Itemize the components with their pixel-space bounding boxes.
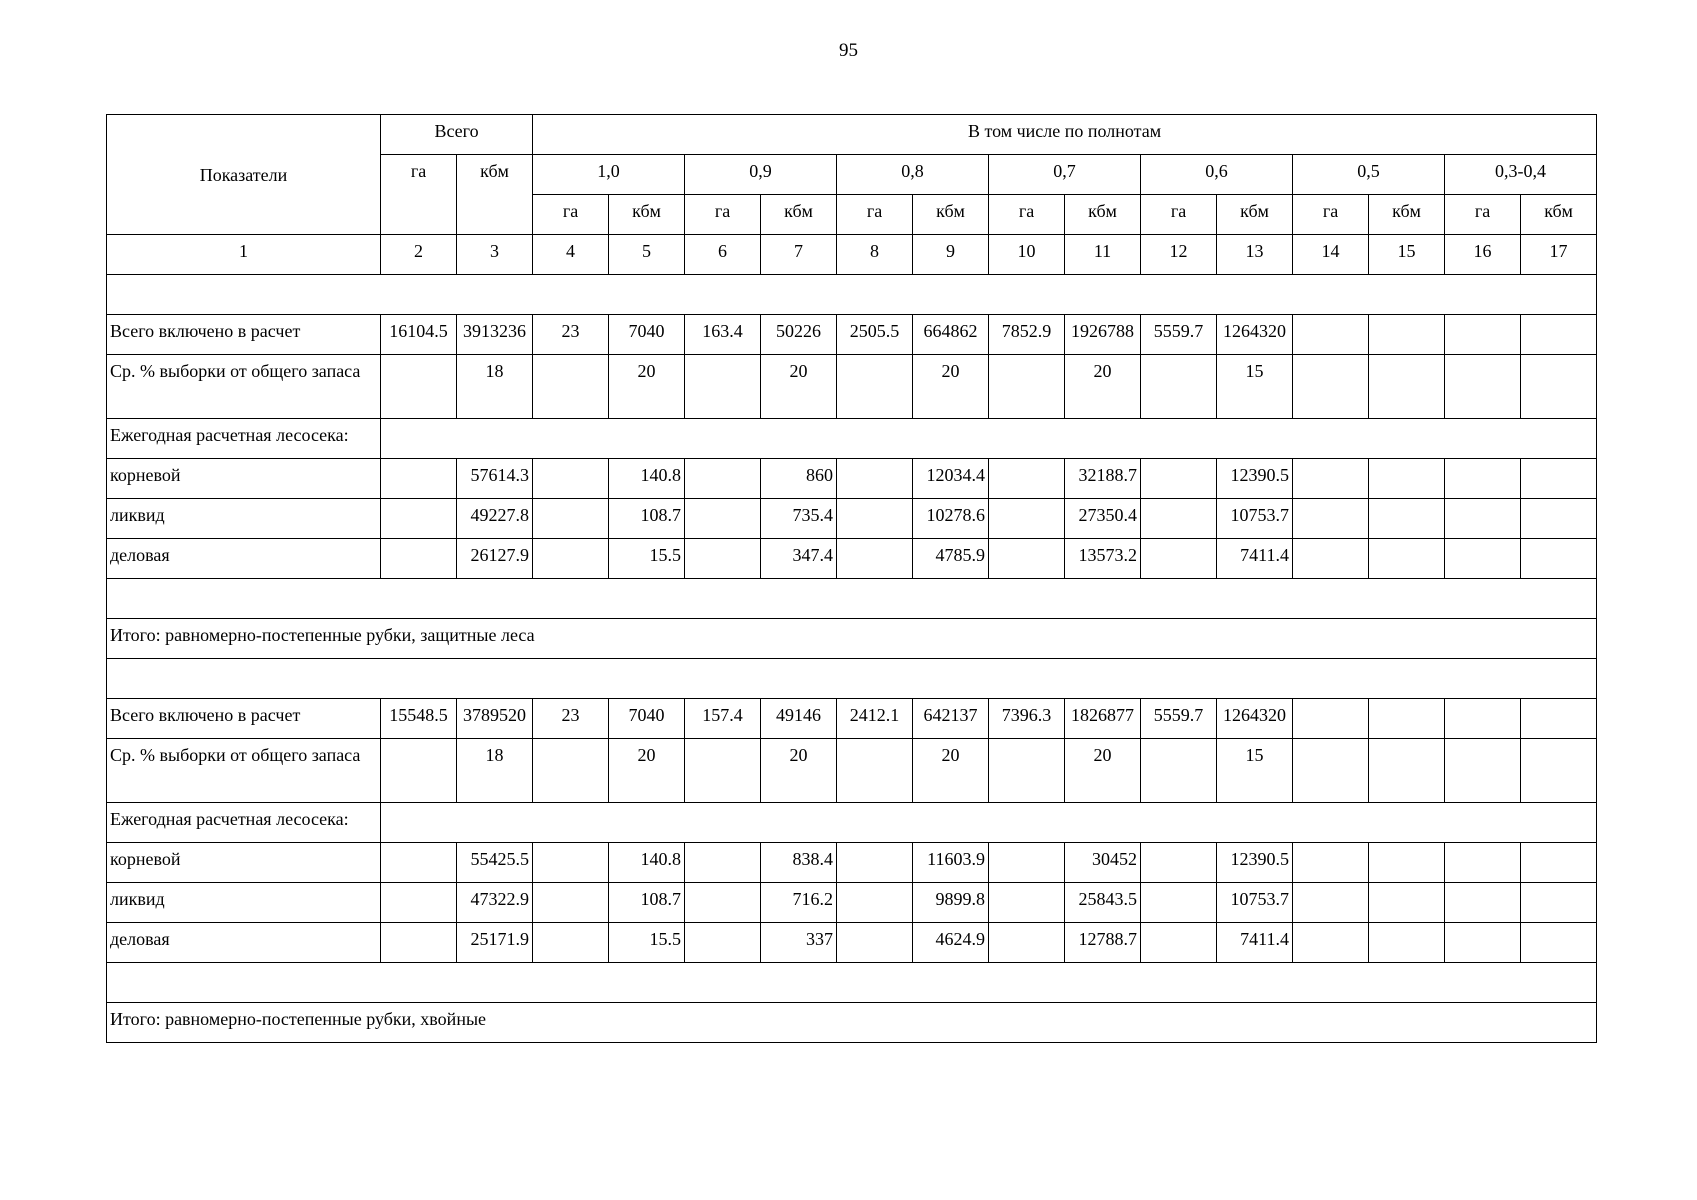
column-number: 4 [533, 235, 609, 275]
header-by-density: В том числе по полнотам [533, 115, 1597, 155]
table-cell: 20 [1065, 355, 1141, 419]
unit-ha: га [685, 195, 761, 235]
header-density: 0,3-0,4 [1445, 155, 1597, 195]
row-label: Ежегодная расчетная лесосека: [107, 419, 381, 459]
table-cell [1445, 499, 1521, 539]
table-cell [837, 843, 913, 883]
row-label: деловая [107, 539, 381, 579]
table-cell [685, 739, 761, 803]
table-cell: 23 [533, 315, 609, 355]
table-cell [381, 355, 457, 419]
table-cell: 7040 [609, 699, 685, 739]
table-cell [533, 883, 609, 923]
table-cell: 15.5 [609, 539, 685, 579]
table-cell: 4785.9 [913, 539, 989, 579]
table-cell [1293, 459, 1369, 499]
table-cell: 13573.2 [1065, 539, 1141, 579]
table-cell [1293, 539, 1369, 579]
table-cell [1141, 883, 1217, 923]
table-cell [1369, 355, 1445, 419]
table-cell [533, 739, 609, 803]
table-cell [1369, 459, 1445, 499]
page-number: 95 [839, 40, 858, 61]
table-cell [1293, 923, 1369, 963]
column-number: 8 [837, 235, 913, 275]
table-cell: 26127.9 [457, 539, 533, 579]
unit-ha: га [1141, 195, 1217, 235]
table-cell [1293, 883, 1369, 923]
row-label: ликвид [107, 499, 381, 539]
table-cell [533, 355, 609, 419]
table-cell: 30452 [1065, 843, 1141, 883]
spacer-cell [107, 579, 1597, 619]
table-cell: 664862 [913, 315, 989, 355]
table-cell: 11603.9 [913, 843, 989, 883]
table-cell [989, 843, 1065, 883]
column-number: 14 [1293, 235, 1369, 275]
unit-ha: га [1445, 195, 1521, 235]
table-cell [1445, 843, 1521, 883]
table-cell [1293, 739, 1369, 803]
table-cell [837, 355, 913, 419]
table-cell [533, 923, 609, 963]
table-cell: 3913236 [457, 315, 533, 355]
table-cell [1445, 883, 1521, 923]
table-cell: 1264320 [1217, 699, 1293, 739]
row-label: Ежегодная расчетная лесосека: [107, 803, 381, 843]
table-cell: 18 [457, 355, 533, 419]
column-number: 17 [1521, 235, 1597, 275]
table-cell [1445, 923, 1521, 963]
table-cell: 347.4 [761, 539, 837, 579]
table-cell: 860 [761, 459, 837, 499]
unit-kbm: кбм [1369, 195, 1445, 235]
table-cell [1141, 459, 1217, 499]
table-cell: 47322.9 [457, 883, 533, 923]
table-cell [837, 539, 913, 579]
harvest-row [107, 539, 1597, 579]
harvest-row [107, 883, 1597, 923]
column-number: 2 [381, 235, 457, 275]
table-cell [685, 923, 761, 963]
table-cell [989, 923, 1065, 963]
spacer-cell [107, 963, 1597, 1003]
table-cell [1521, 739, 1597, 803]
table-cell: 157.4 [685, 699, 761, 739]
table-cell [1445, 459, 1521, 499]
table-cell [533, 843, 609, 883]
table-cell: 7411.4 [1217, 539, 1293, 579]
table-cell: 49146 [761, 699, 837, 739]
table-cell [1521, 539, 1597, 579]
table-cell: 735.4 [761, 499, 837, 539]
table-cell: 10753.7 [1217, 499, 1293, 539]
table-cell [989, 459, 1065, 499]
column-number: 6 [685, 235, 761, 275]
unit-ha: га [533, 195, 609, 235]
table-cell: 163.4 [685, 315, 761, 355]
table-cell [381, 459, 457, 499]
table-cell: 20 [761, 355, 837, 419]
annual-header-span [381, 419, 1597, 459]
unit-kbm: кбм [609, 195, 685, 235]
table-cell [685, 843, 761, 883]
table-cell: 18 [457, 739, 533, 803]
table-cell: 12034.4 [913, 459, 989, 499]
table-cell: 57614.3 [457, 459, 533, 499]
header-density: 1,0 [533, 155, 685, 195]
percent-row [107, 355, 1597, 419]
table-cell [381, 499, 457, 539]
table-body [107, 275, 1597, 1043]
table-cell [1293, 699, 1369, 739]
table-cell [533, 459, 609, 499]
table-cell [1141, 499, 1217, 539]
spacer-row [107, 579, 1597, 619]
table-cell: 2505.5 [837, 315, 913, 355]
section-footer: Итого: равномерно-постепенные рубки, защитные леса [107, 619, 1597, 659]
header-indicators: Показатели [107, 115, 381, 235]
table-cell: 4624.9 [913, 923, 989, 963]
harvest-row [107, 843, 1597, 883]
table-cell: 20 [913, 355, 989, 419]
table-cell: 15548.5 [381, 699, 457, 739]
header-total: Всего [381, 115, 533, 155]
table-cell [1369, 499, 1445, 539]
table-cell [381, 539, 457, 579]
percent-row [107, 739, 1597, 803]
table-cell: 5559.7 [1141, 699, 1217, 739]
spacer-row [107, 659, 1597, 699]
column-number: 13 [1217, 235, 1293, 275]
table-cell: 140.8 [609, 843, 685, 883]
table-cell: 7396.3 [989, 699, 1065, 739]
table-cell: 7852.9 [989, 315, 1065, 355]
header-total-kbm: кбм [457, 155, 533, 235]
unit-kbm: кбм [1521, 195, 1597, 235]
table-cell [1445, 315, 1521, 355]
table-cell: 2412.1 [837, 699, 913, 739]
table-cell [1521, 499, 1597, 539]
header-density: 0,7 [989, 155, 1141, 195]
table-cell [1141, 923, 1217, 963]
column-number: 7 [761, 235, 837, 275]
table-cell [837, 923, 913, 963]
harvest-row [107, 923, 1597, 963]
table-cell [1369, 739, 1445, 803]
table-cell [989, 883, 1065, 923]
table-cell: 15.5 [609, 923, 685, 963]
table-cell [1521, 355, 1597, 419]
table-cell: 108.7 [609, 499, 685, 539]
unit-kbm: кбм [913, 195, 989, 235]
header-density: 0,6 [1141, 155, 1293, 195]
column-number: 3 [457, 235, 533, 275]
table-cell [381, 843, 457, 883]
table-cell [1141, 355, 1217, 419]
table-cell [533, 539, 609, 579]
table-cell: 16104.5 [381, 315, 457, 355]
column-number: 11 [1065, 235, 1141, 275]
column-number: 15 [1369, 235, 1445, 275]
unit-kbm: кбм [1217, 195, 1293, 235]
table-cell [1369, 539, 1445, 579]
row-label: корневой [107, 459, 381, 499]
column-number-row [107, 235, 1597, 275]
table-cell [685, 499, 761, 539]
unit-ha: га [837, 195, 913, 235]
row-label: Всего включено в расчет [107, 315, 381, 355]
table-cell: 337 [761, 923, 837, 963]
table-cell [685, 539, 761, 579]
column-number: 10 [989, 235, 1065, 275]
annual-header-row [107, 419, 1597, 459]
harvest-row [107, 459, 1597, 499]
table-cell [1369, 699, 1445, 739]
table-cell: 25171.9 [457, 923, 533, 963]
table-cell: 108.7 [609, 883, 685, 923]
table-cell [1293, 843, 1369, 883]
table-cell [1293, 315, 1369, 355]
table-cell: 838.4 [761, 843, 837, 883]
spacer-cell [107, 275, 1597, 315]
table-cell: 27350.4 [1065, 499, 1141, 539]
spacer-row [107, 963, 1597, 1003]
table-cell [381, 883, 457, 923]
section-footer-row [107, 619, 1597, 659]
table-cell: 1926788 [1065, 315, 1141, 355]
table-cell [685, 883, 761, 923]
table-cell: 20 [609, 355, 685, 419]
table-cell [837, 883, 913, 923]
column-number: 9 [913, 235, 989, 275]
table-cell [1369, 883, 1445, 923]
harvest-row [107, 499, 1597, 539]
row-label: Ср. % выборки от общего запаса [107, 355, 381, 419]
table-cell [1141, 539, 1217, 579]
header-density: 0,9 [685, 155, 837, 195]
table-cell: 1826877 [1065, 699, 1141, 739]
table-cell [381, 739, 457, 803]
table-cell: 7040 [609, 315, 685, 355]
table-cell: 15 [1217, 739, 1293, 803]
table-cell: 20 [761, 739, 837, 803]
table-cell: 32188.7 [1065, 459, 1141, 499]
column-number: 16 [1445, 235, 1521, 275]
table-cell [1521, 459, 1597, 499]
table-cell: 23 [533, 699, 609, 739]
table-cell [1293, 499, 1369, 539]
table-cell: 20 [913, 739, 989, 803]
table-cell [989, 539, 1065, 579]
table-cell [1521, 699, 1597, 739]
row-label: корневой [107, 843, 381, 883]
column-number: 5 [609, 235, 685, 275]
table-cell [989, 499, 1065, 539]
table-cell: 5559.7 [1141, 315, 1217, 355]
table-cell [1521, 843, 1597, 883]
header-total-ha: га [381, 155, 457, 235]
table-cell [1369, 923, 1445, 963]
table-cell: 10278.6 [913, 499, 989, 539]
table-cell: 50226 [761, 315, 837, 355]
table-cell [1445, 739, 1521, 803]
table-cell [1369, 843, 1445, 883]
section-footer: Итого: равномерно-постепенные рубки, хвойные [107, 1003, 1597, 1043]
unit-ha: га [989, 195, 1065, 235]
annual-header-row [107, 803, 1597, 843]
table-cell [1141, 843, 1217, 883]
table-cell [1445, 355, 1521, 419]
table-cell: 20 [609, 739, 685, 803]
table-cell [837, 499, 913, 539]
column-number: 1 [107, 235, 381, 275]
forest-harvest-table [106, 114, 1597, 1043]
table-cell [1445, 539, 1521, 579]
table-cell [837, 459, 913, 499]
table-cell: 3789520 [457, 699, 533, 739]
row-label: ликвид [107, 883, 381, 923]
table-cell [685, 459, 761, 499]
row-label: Всего включено в расчет [107, 699, 381, 739]
annual-header-span [381, 803, 1597, 843]
table-cell [989, 355, 1065, 419]
unit-ha: га [1293, 195, 1369, 235]
table-cell: 12788.7 [1065, 923, 1141, 963]
section-footer-row [107, 1003, 1597, 1043]
table-cell: 25843.5 [1065, 883, 1141, 923]
table-cell [1293, 355, 1369, 419]
table-cell: 7411.4 [1217, 923, 1293, 963]
table-cell: 20 [1065, 739, 1141, 803]
table-cell [381, 923, 457, 963]
header-density: 0,5 [1293, 155, 1445, 195]
table-cell: 12390.5 [1217, 459, 1293, 499]
table-cell: 10753.7 [1217, 883, 1293, 923]
table-cell [1369, 315, 1445, 355]
table-cell: 49227.8 [457, 499, 533, 539]
table-cell: 140.8 [609, 459, 685, 499]
total-row [107, 699, 1597, 739]
table-cell [685, 355, 761, 419]
table-cell: 15 [1217, 355, 1293, 419]
row-label: Ср. % выборки от общего запаса [107, 739, 381, 803]
table-cell [1521, 315, 1597, 355]
table-cell: 55425.5 [457, 843, 533, 883]
table-cell [1521, 883, 1597, 923]
table-header [107, 115, 1597, 275]
header-density: 0,8 [837, 155, 989, 195]
table-cell: 9899.8 [913, 883, 989, 923]
table-cell: 12390.5 [1217, 843, 1293, 883]
spacer-cell [107, 659, 1597, 699]
table-cell [1445, 699, 1521, 739]
table-cell: 1264320 [1217, 315, 1293, 355]
total-row [107, 315, 1597, 355]
table-cell [837, 739, 913, 803]
table-cell: 642137 [913, 699, 989, 739]
row-label: деловая [107, 923, 381, 963]
table-cell: 716.2 [761, 883, 837, 923]
unit-kbm: кбм [1065, 195, 1141, 235]
unit-kbm: кбм [761, 195, 837, 235]
table-cell [989, 739, 1065, 803]
table-cell [1141, 739, 1217, 803]
column-number: 12 [1141, 235, 1217, 275]
spacer-row [107, 275, 1597, 315]
table-cell [1521, 923, 1597, 963]
table-cell [533, 499, 609, 539]
